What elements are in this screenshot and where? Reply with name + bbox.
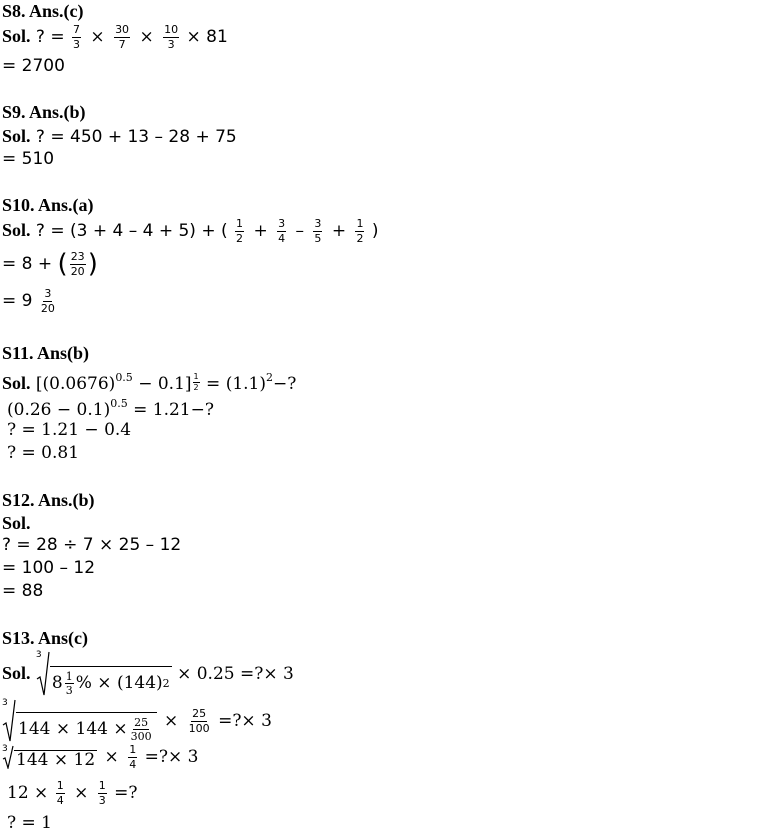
s10-solution-line (2, 218, 379, 244)
s10-fraction-3: $\frac{3}{5}$ (314, 217, 322, 245)
close-paren: ) (371, 221, 379, 242)
s11-line-3: ? = 1.21 − 0.4 (7, 420, 132, 440)
times-sign: × (164, 711, 179, 731)
s11-sol-label: Sol. (2, 373, 31, 393)
s13-l1-inner-b: % × (144) (75, 673, 163, 694)
s8-heading: S8. Ans.(c) (2, 1, 84, 21)
s12-line-3: = 88 (2, 581, 44, 601)
times-sign: × (104, 747, 119, 768)
s13-l4-fraction-2: $\frac{1}{3}$ (98, 779, 106, 807)
s13-heading: S13. Ans(c) (2, 628, 89, 648)
cube-root-2 (2, 699, 157, 743)
s13-l3-tail: =?× 3 (144, 747, 199, 768)
exponent: 2 (162, 677, 170, 691)
times-sign: × (74, 783, 89, 804)
s9-heading: S9. Ans.(b) (2, 102, 86, 122)
s13-l3-fraction: $\frac{1}{4}$ (129, 743, 137, 771)
s13-l4-fraction-1: $\frac{1}{4}$ (56, 779, 64, 807)
s11-line-1 (2, 372, 296, 393)
s13-l2-fraction-1: $\frac{25}{300}$ (130, 715, 152, 744)
close-paren: ) (87, 249, 98, 280)
s13-l2-tail: =?× 3 (218, 711, 272, 731)
s11-heading: S11. Ans(b) (2, 343, 90, 363)
cube-root-2-body (16, 712, 157, 743)
s11-l2-part-b: = 1.21−? (133, 400, 214, 420)
s11-line-2 (7, 398, 214, 419)
s8-fraction-3: $\frac{10}{3}$ (164, 23, 179, 51)
s9-solution-line (2, 127, 237, 146)
s10-line-2 (2, 249, 98, 280)
s10-line3-text: = 9 (2, 291, 33, 312)
cube-root-1 (36, 651, 172, 697)
s8-fraction-2: $\frac{30}{7}$ (115, 23, 130, 51)
s13-line-3 (2, 744, 198, 770)
s13-l2-inner: 144 × 144 × (18, 719, 128, 740)
s8-sol-label: Sol. (2, 26, 31, 47)
s13-l2-fraction-2: $\frac{25}{100}$ (188, 706, 210, 735)
s11-l2-part-a: (0.26 − 0.1) (7, 400, 111, 420)
s11-exponent-fraction: $\frac{1}{2}$ (193, 372, 199, 393)
s13-line-1 (2, 651, 294, 697)
s13-l4-part-a: 12 × (7, 783, 49, 804)
exponent: 2 (266, 371, 273, 384)
plus-sign: + (253, 221, 268, 242)
s10-fraction-1: $\frac{1}{2}$ (236, 217, 244, 245)
s13-l1-fraction: 1 3 (65, 669, 73, 698)
s8-result: = 2700 (2, 56, 65, 76)
s8-fraction-1: $\frac{7}{3}$ (73, 23, 80, 51)
s10-heading: S10. Ans.(a) (2, 195, 94, 215)
s10-fraction-4: $\frac{1}{2}$ (356, 217, 364, 245)
root-index: 3 (2, 744, 8, 755)
s12-line-1: ? = 28 ÷ 7 × 25 – 12 (2, 535, 182, 555)
plus-sign: + (331, 221, 347, 242)
s10-fraction-6: $\frac{3}{20}$ (40, 287, 55, 315)
open-paren: ( (57, 249, 68, 280)
s8-solution-line (2, 24, 228, 50)
s10-fraction-2: $\frac{3}{4}$ (278, 217, 286, 245)
root-index: 3 (35, 650, 42, 660)
s9-expr: ? = 450 + 13 – 28 + 75 (35, 127, 237, 147)
cube-root-3-body (14, 750, 97, 769)
s10-fraction-5: $\frac{23}{20}$ (70, 250, 85, 278)
s10-line2-text: = 8 + (2, 254, 53, 275)
s13-sol-label: Sol. (2, 663, 31, 683)
s13-l1-inner-a: 8 (51, 673, 63, 694)
s12-line-2: = 100 – 12 (2, 558, 96, 578)
cube-root-1-body (50, 666, 172, 697)
s11-l1-part-b: − 0.1] (138, 374, 192, 394)
s12-heading: S12. Ans.(b) (2, 490, 95, 510)
s13-line-4 (7, 780, 138, 806)
times-sign: × (139, 27, 154, 48)
s13-l3-inner: 144 × 12 (16, 750, 96, 771)
s12-sol-label: Sol. (2, 513, 31, 533)
cube-root-3 (2, 745, 97, 769)
exponent: 0.5 (110, 397, 128, 410)
times-sign: × (90, 27, 105, 48)
s9-sol-label: Sol. (2, 126, 31, 146)
s13-line-2 (2, 699, 272, 743)
s10-line-3 (2, 288, 58, 314)
s13-l1-tail: × 0.25 =?× 3 (177, 664, 294, 684)
minus-sign: – (295, 221, 304, 242)
s8-tail: × 81 (186, 27, 228, 48)
s11-l1-part-d: −? (273, 374, 297, 394)
s13-l4-tail: =? (114, 783, 138, 804)
exponent: 0.5 (115, 371, 133, 384)
s9-result: = 510 (2, 149, 55, 169)
root-index: 3 (2, 698, 8, 708)
s10-expr: ? = (3 + 4 – 4 + 5) + ( (35, 221, 228, 242)
s13-line-5: ? = 1 (7, 813, 52, 833)
s11-line-4: ? = 0.81 (7, 443, 80, 463)
s10-sol-label: Sol. (2, 220, 31, 241)
s11-l1-part-a: [(0.0676) (35, 374, 116, 394)
s11-l1-part-c: = (1.1) (206, 374, 266, 394)
s8-q-eq: ? = (35, 27, 65, 48)
